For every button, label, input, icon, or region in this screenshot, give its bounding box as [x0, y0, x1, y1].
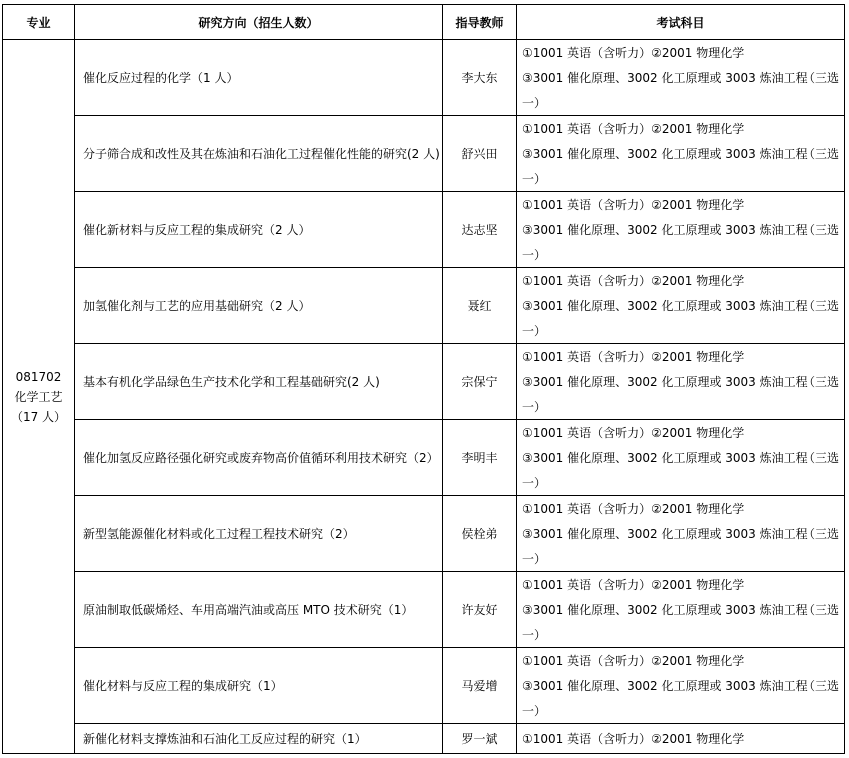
research-direction: 新催化材料支撑炼油和石油化工反应过程的研究（1） — [75, 724, 443, 754]
research-direction: 分子筛合成和改性及其在炼油和石油化工过程催化性能的研究(2 人) — [75, 116, 443, 192]
advisor-name: 许友好 — [443, 572, 517, 648]
exam-line-1: ①1001 英语（含听力）②2001 物理化学 — [522, 198, 745, 212]
exam-line-2: ③3001 催化原理、3002 化工原理或 3003 炼油工程 — [522, 527, 808, 541]
exam-subjects — [517, 116, 845, 192]
exam-line-3: 一） — [522, 96, 547, 110]
table-row — [3, 572, 845, 648]
research-direction: 催化加氢反应路径强化研究或废弃物高价值循环利用技术研究（2） — [75, 420, 443, 496]
exam-line-2: ③3001 催化原理、3002 化工原理或 3003 炼油工程 — [522, 223, 808, 237]
exam-line-1: ①1001 英语（含听力）②2001 物理化学 — [522, 654, 745, 668]
advisor-name: 聂红 — [443, 268, 517, 344]
major-code: 081702 — [15, 369, 62, 384]
exam-subjects — [517, 648, 845, 724]
table-row — [3, 420, 845, 496]
exam-subjects — [517, 192, 845, 268]
advisor-name: 马爱增 — [443, 648, 517, 724]
header-advisor: 指导教师 — [443, 5, 517, 40]
research-direction: 新型氢能源催化材料或化工过程工程技术研究（2） — [75, 496, 443, 572]
research-direction: 加氢催化剂与工艺的应用基础研究（2 人） — [75, 268, 443, 344]
exam-line-3: 一） — [522, 628, 547, 642]
exam-subjects — [517, 344, 845, 420]
exam-line-2: ③3001 催化原理、3002 化工原理或 3003 炼油工程 — [522, 299, 808, 313]
exam-subjects — [517, 496, 845, 572]
research-direction: 催化新材料与反应工程的集成研究（2 人） — [75, 192, 443, 268]
exam-choose-note: （三选 — [802, 147, 839, 161]
exam-line-3: 一） — [522, 704, 547, 718]
advisor-name: 罗一斌 — [443, 724, 517, 754]
exam-line-3: 一） — [522, 400, 547, 414]
exam-choose-note: （三选 — [802, 603, 839, 617]
advisor-name: 舒兴田 — [443, 116, 517, 192]
exam-subjects — [517, 268, 845, 344]
exam-line-1: ①1001 英语（含听力）②2001 物理化学 — [522, 122, 745, 136]
header-direction: 研究方向（招生人数） — [75, 5, 443, 40]
exam-subjects — [517, 572, 845, 648]
exam-line-2: ③3001 催化原理、3002 化工原理或 3003 炼油工程 — [522, 451, 808, 465]
admissions-table — [2, 4, 845, 754]
table-row — [3, 648, 845, 724]
exam-subjects — [517, 724, 845, 754]
exam-line-1: ①1001 英语（含听力）②2001 物理化学 — [522, 350, 745, 364]
exam-choose-note: （三选 — [802, 299, 839, 313]
exam-line-3: 一） — [522, 324, 547, 338]
major-count: （17 人） — [10, 409, 67, 424]
exam-line-3: 一） — [522, 172, 547, 186]
exam-choose-note: （三选 — [802, 71, 839, 85]
table-row — [3, 496, 845, 572]
advisor-name: 宗保宁 — [443, 344, 517, 420]
exam-choose-note: （三选 — [802, 375, 839, 389]
table-row — [3, 724, 845, 754]
header-major: 专业 — [3, 5, 75, 40]
exam-line-1: ①1001 英语（含听力）②2001 物理化学 — [522, 578, 745, 592]
exam-line-1: ①1001 英语（含听力）②2001 物理化学 — [522, 426, 745, 440]
exam-line-2: ③3001 催化原理、3002 化工原理或 3003 炼油工程 — [522, 147, 808, 161]
exam-line-2: ③3001 催化原理、3002 化工原理或 3003 炼油工程 — [522, 603, 808, 617]
exam-line-3: 一） — [522, 552, 547, 566]
advisor-name: 李明丰 — [443, 420, 517, 496]
research-direction: 催化反应过程的化学（1 人） — [75, 40, 443, 116]
exam-line-1: ①1001 英语（含听力）②2001 物理化学 — [522, 46, 745, 60]
exam-line-2: ③3001 催化原理、3002 化工原理或 3003 炼油工程 — [522, 71, 808, 85]
exam-choose-note: （三选 — [802, 679, 839, 693]
header-row — [3, 5, 845, 40]
research-direction: 催化材料与反应工程的集成研究（1） — [75, 648, 443, 724]
advisor-name: 达志坚 — [443, 192, 517, 268]
header-exam: 考试科目 — [517, 5, 845, 40]
exam-line-1: ①1001 英语（含听力）②2001 物理化学 — [522, 731, 745, 746]
exam-choose-note: （三选 — [802, 451, 839, 465]
exam-choose-note: （三选 — [802, 223, 839, 237]
table-row — [3, 192, 845, 268]
major-cell — [3, 40, 75, 754]
major-name: 化学工艺 — [14, 389, 63, 404]
exam-line-1: ①1001 英语（含听力）②2001 物理化学 — [522, 274, 745, 288]
exam-line-2: ③3001 催化原理、3002 化工原理或 3003 炼油工程 — [522, 375, 808, 389]
research-direction: 原油制取低碳烯烃、车用高端汽油或高压 MTO 技术研究（1） — [75, 572, 443, 648]
exam-choose-note: （三选 — [802, 527, 839, 541]
exam-line-2: ③3001 催化原理、3002 化工原理或 3003 炼油工程 — [522, 679, 808, 693]
table-row — [3, 116, 845, 192]
exam-line-3: 一） — [522, 476, 547, 490]
research-direction: 基本有机化学品绿色生产技术化学和工程基础研究(2 人) — [75, 344, 443, 420]
advisor-name: 李大东 — [443, 40, 517, 116]
exam-subjects — [517, 420, 845, 496]
table-row — [3, 344, 845, 420]
table-row — [3, 40, 845, 116]
table-row — [3, 268, 845, 344]
exam-line-3: 一） — [522, 248, 547, 262]
exam-subjects — [517, 40, 845, 116]
exam-line-1: ①1001 英语（含听力）②2001 物理化学 — [522, 502, 745, 516]
advisor-name: 侯栓弟 — [443, 496, 517, 572]
